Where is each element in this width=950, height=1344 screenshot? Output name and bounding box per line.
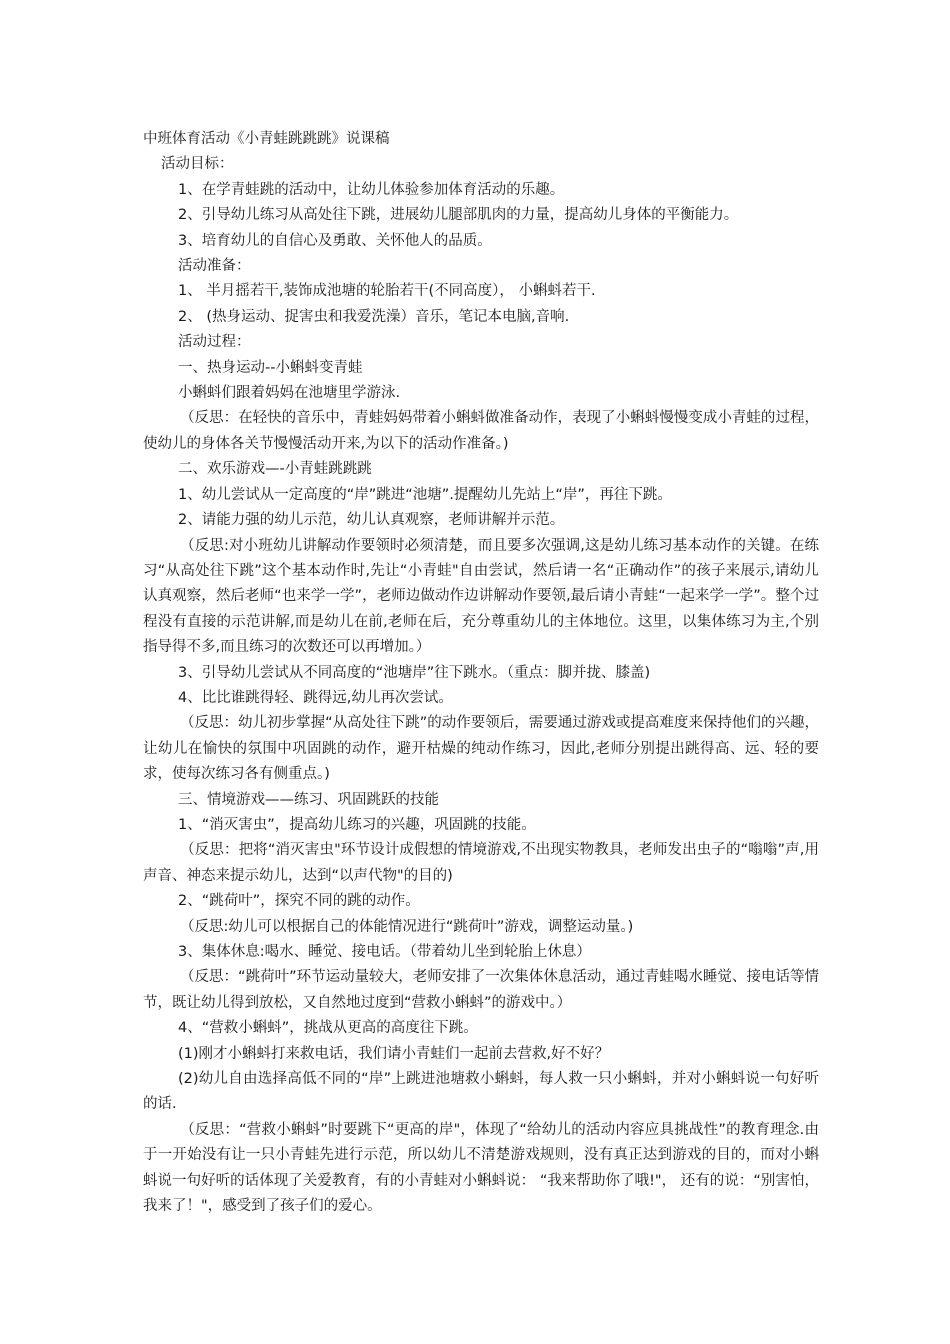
section-heading: 一、热身运动--小蝌蚪变青蛙 <box>178 359 363 376</box>
prep-heading: 活动准备： <box>178 258 251 275</box>
reflection-paragraph: （反思:对小班幼儿讲解动作要领时必须清楚，而且要多次强调,这是幼儿练习基本动作的关键。在练习“从高处往下跳”这个基本动作时,先让“小青蛙"自由尝试，然后请一名“正确动作”的孩子来展示,请幼儿认真观察，然后老师“也来学一学”，老师边做动作边讲解动作要领,最后请小青蛙“一起来学一学”。整个过程没有直接的示范讲解,而是幼儿在前,老师在后，充分尊重幼儿的主体地位。这里，以集体练习为主,个别指导得不多,而且练习的次数还可以再增加。） <box>143 537 819 656</box>
section-item: 1、“消灭害虫”，提高幼儿练习的兴趣，巩固跳的技能。 <box>178 816 536 833</box>
section-item: 3、引导幼儿尝试从不同高度的“池塘岸”往下跳水。（重点：脚并拢、膝盖) <box>178 664 651 681</box>
reflection-paragraph: （反思：“营救小蝌蚪”时要跳下“更高的岸"，体现了“给幼儿的活动内容应具挑战性”的教育理念.由于一开始没有让一只小青蛙先进行示范，所以幼儿不清楚游戏规则，没有真正达到游戏的目的，而对小蝌蚪说一句好听的话体现了关爱教育，有的小青蛙对小蝌蚪说： “我来帮助你了哦!"， 还有的说：“别害怕，我来了！"，感受到了孩子们的爱心。 <box>143 1121 819 1215</box>
section-item: 2、请能力强的幼儿示范，幼儿认真观察，老师讲解并示范。 <box>178 512 565 529</box>
section-item: 4、比比谁跳得轻、跳得远,幼儿再次尝试。 <box>178 689 453 706</box>
reflection-paragraph: （反思：幼儿初步掌握“从高处往下跳”的动作要领后，需要通过游戏或提高难度来保持他们的兴趣，让幼儿在愉快的氛围中巩固跳的动作，避开枯燥的纯动作练习，因此,老师分别提出跳得高、远、轻的要求，使每次练习各有侧重点。) <box>143 715 819 783</box>
sub-item: (2)幼儿自由选择高低不同的“岸”上跳进池塘救小蝌蚪，每人救一只小蝌蚪，并对小蝌蚪说一句好听的话. <box>143 1071 819 1113</box>
goal-item: 2、引导幼儿练习从高处往下跳，进展幼儿腿部肌肉的力量，提高幼儿身体的平衡能力。 <box>178 207 739 224</box>
section-item: 2、“跳荷叶”，探究不同的跳的动作。 <box>178 893 420 910</box>
section-heading: 三、情境游戏——练习、巩固跳跃的技能 <box>178 791 439 808</box>
section-heading: 二、欢乐游戏—-小青蛙跳跳跳 <box>178 461 372 478</box>
goal-item: 1、在学青蛙跳的活动中，让幼儿体验参加体育活动的乐趣。 <box>178 181 565 198</box>
reflection-paragraph: （反思:幼儿可以根据自己的体能情况进行“跳荷叶”游戏，调整运动量。) <box>180 918 634 935</box>
section-text: 小蝌蚪们跟着妈妈在池塘里学游泳. <box>178 385 401 402</box>
process-heading: 活动过程： <box>178 334 251 351</box>
section-item: 3、集体休息:喝水、睡觉、接电话。（带着幼儿坐到轮胎上休息） <box>178 944 591 960</box>
document-body <box>143 127 819 1219</box>
sub-item: (1)刚才小蝌蚪打来救电话，我们请小青蛙们一起前去营救,好不好？ <box>178 1045 610 1062</box>
reflection-paragraph: （反思：把将“消灭害虫"环节设计成假想的情境游戏,不出现实物教具，老师发出虫子的“嗡嗡”声,用声音、神态来提示幼儿，达到“以声代物"的目的) <box>143 842 819 884</box>
prep-item: 2、 (热身运动、捉害虫和我爱洗澡）音乐，笔记本电脑,音响. <box>178 308 570 325</box>
goal-item: 3、培育幼儿的自信心及勇敢、关怀他人的品质。 <box>178 232 492 249</box>
document-title: 中班体育活动《小青蛙跳跳跳》说课稿 <box>143 131 390 147</box>
section-item: 4、“营救小蝌蚪”，挑战从更高的高度往下跳。 <box>178 1020 478 1037</box>
section-item: 1、幼儿尝试从一定高度的“岸”跳进“池塘”.提醒幼儿先站上“岸”，再往下跳。 <box>178 486 672 503</box>
reflection-paragraph: （反思：在轻快的音乐中，青蛙妈妈带着小蝌蚪做准备动作，表现了小蝌蚪慢慢变成小青蛙的过程，使幼儿的身体各关节慢慢活动开来,为以下的活动作准备。) <box>143 410 819 452</box>
goals-heading: 活动目标： <box>161 156 234 173</box>
prep-item: 1、 半月摇若干,装饰成池塘的轮胎若干(不同高度）， 小蝌蚪若干. <box>178 283 596 300</box>
reflection-paragraph: （反思：“跳荷叶”环节运动量较大，老师安排了一次集体休息活动，通过青蛙喝水睡觉、接电话等情节，既让幼儿得到放松，又自然地过度到“营救小蝌蚪”的游戏中。） <box>143 969 819 1011</box>
